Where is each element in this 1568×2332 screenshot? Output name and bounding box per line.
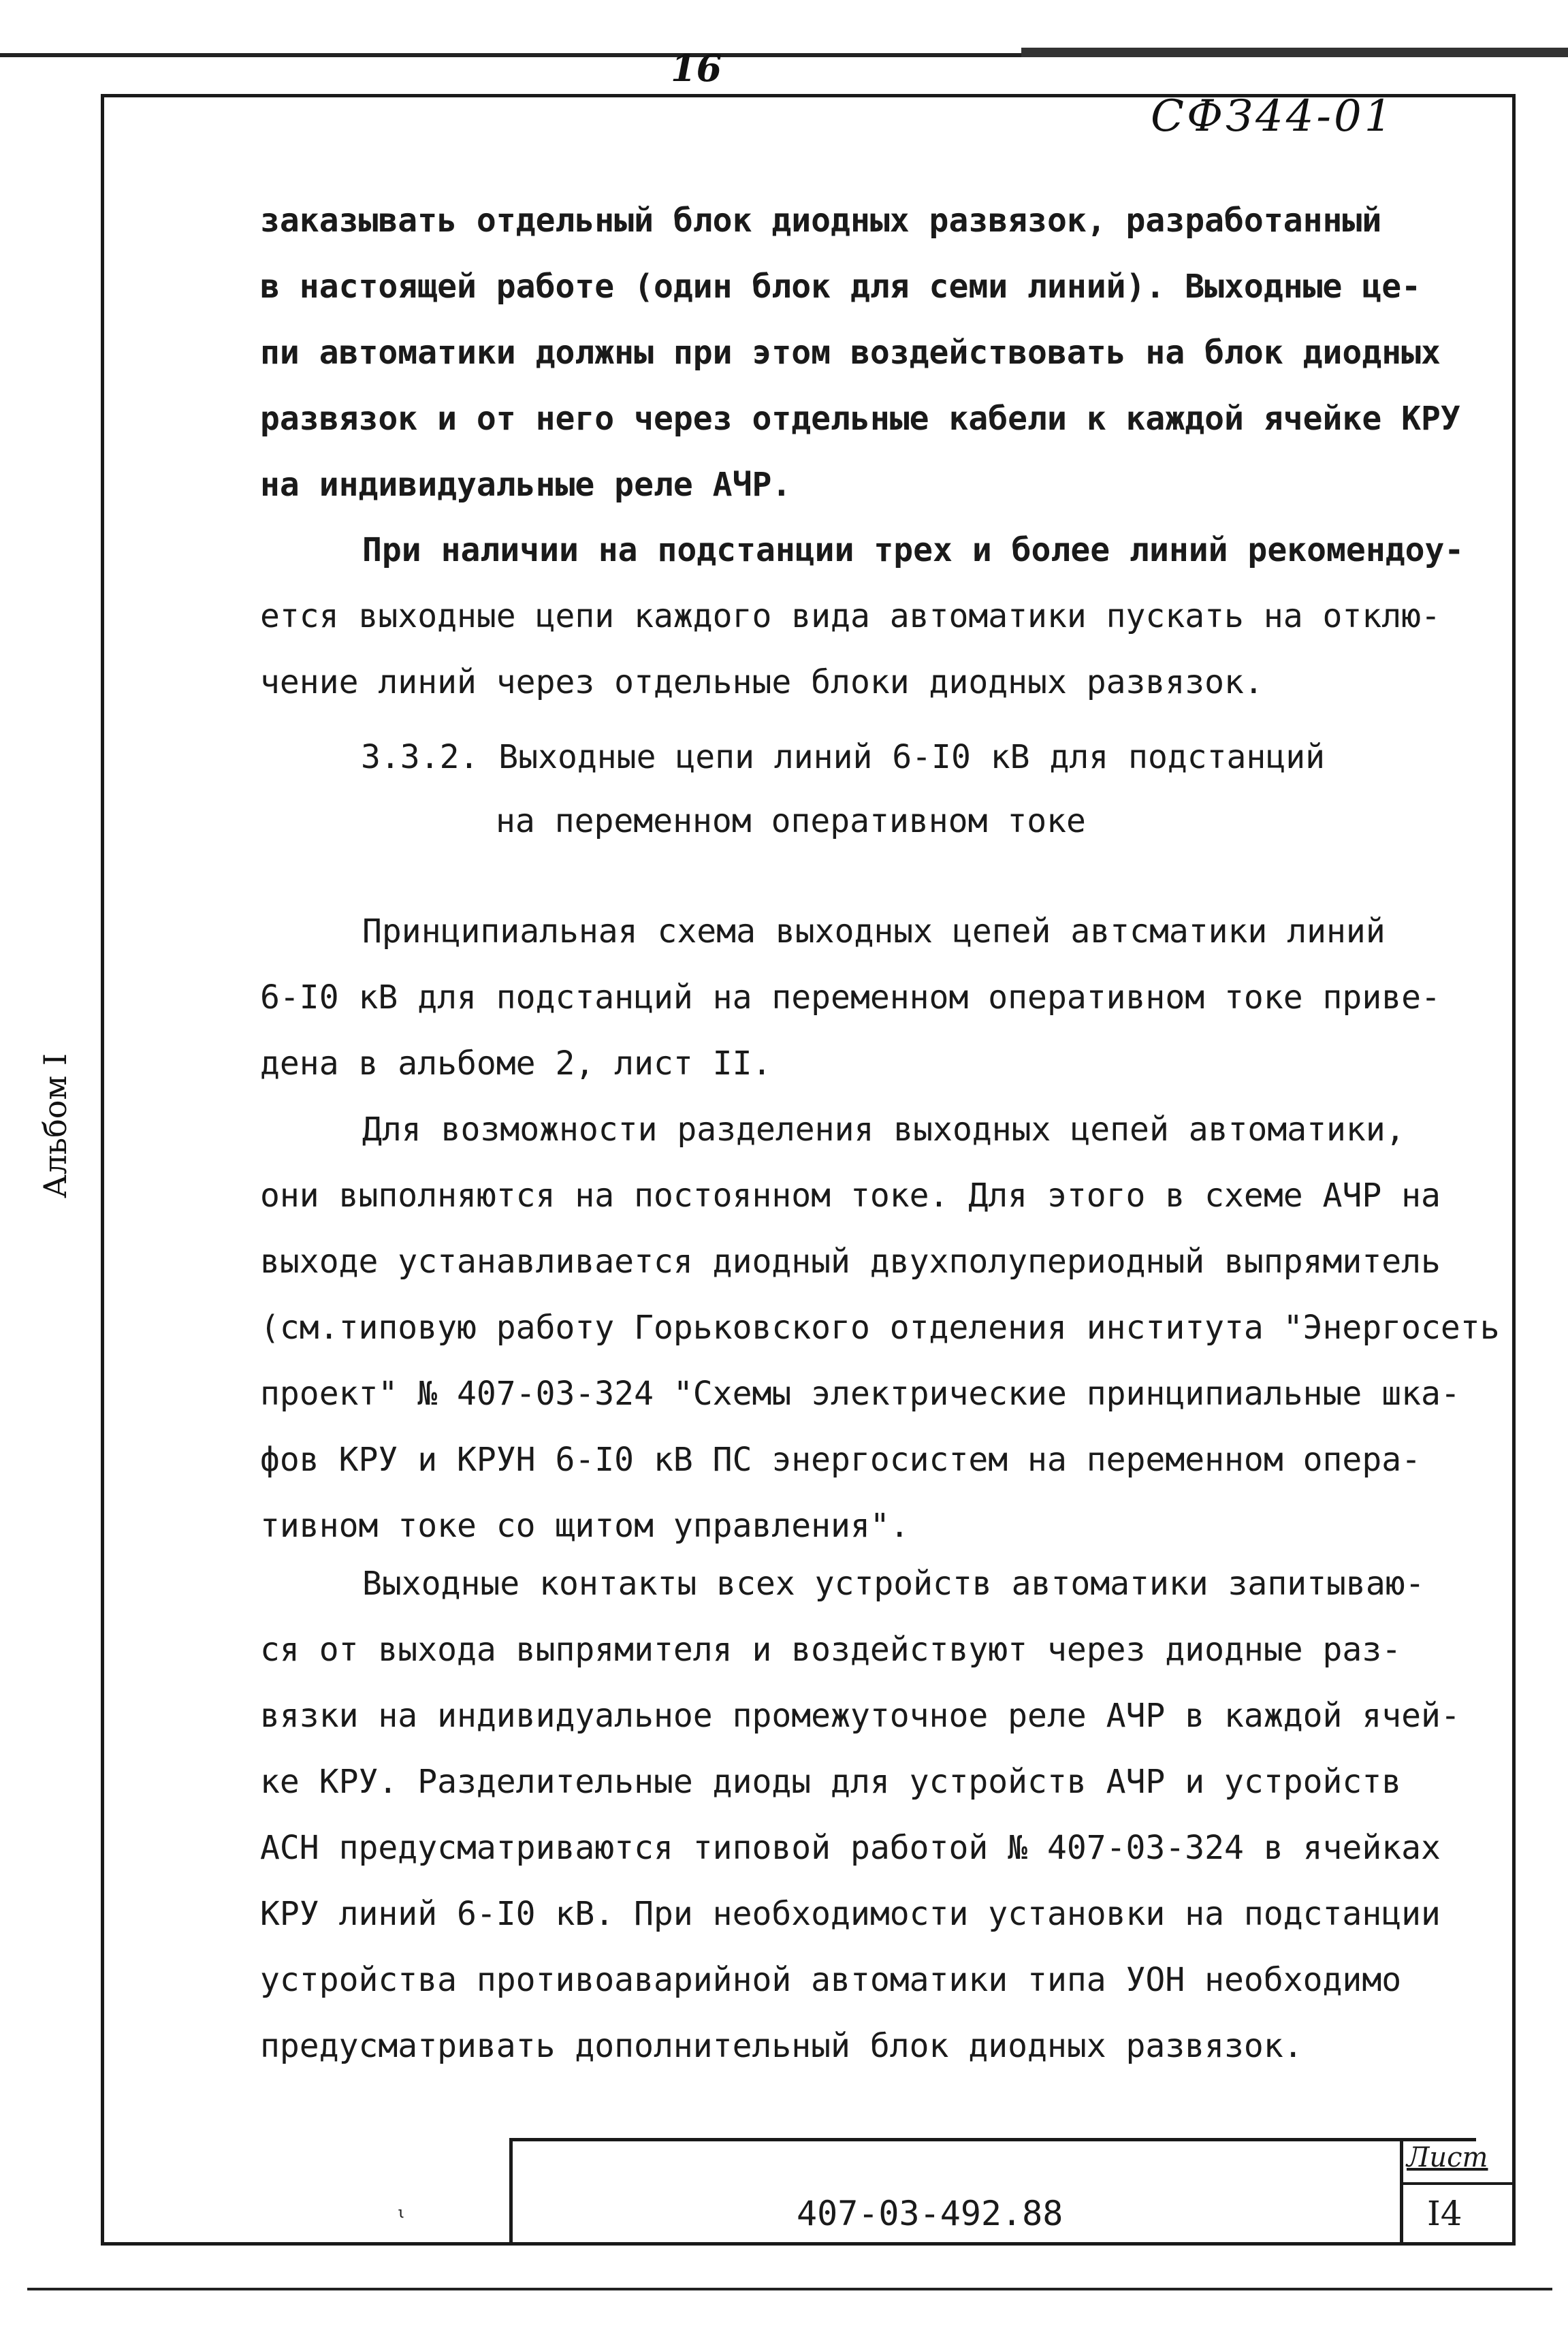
text-line: Принципиальная схема выходных цепей автсматики линий [362, 912, 1386, 951]
text-line: вязки на индивидуальное промежуточное реле АЧР в каждой ячей- [260, 1697, 1460, 1735]
text-line: проект" № 407-03-324 "Схемы электрические принципиальные шка- [260, 1375, 1460, 1413]
bottom-rule [27, 2288, 1552, 2290]
text-line: чение линий через отдельные блоки диодных развязок. [260, 663, 1264, 701]
page-number: 16 [671, 46, 722, 90]
text-line: они выполняются на постоянном токе. Для этого в схеме АЧР на [260, 1177, 1441, 1215]
text-line: развязок и от него через отдельные кабели к каждой ячейке КРУ [260, 400, 1460, 438]
text-line: выходе устанавливается диодный двухполупериодный выпрямитель [260, 1243, 1441, 1281]
text-line: на индивидуальные реле АЧР. [260, 466, 792, 504]
text-line: (см.типовую работу Горьковского отделения института "Энергосеть [260, 1309, 1500, 1347]
text-line: ется выходные цепи каждого вида автоматики пускать на отклю- [260, 597, 1441, 635]
text-line: 6-I0 кВ для подстанций на переменном оперативном токе приве- [260, 978, 1441, 1017]
text-line: заказывать отдельный блок диодных развязок, разработанный [260, 202, 1382, 240]
top-rule-thick [1021, 48, 1568, 57]
album-side-label: Альбом I [37, 1053, 74, 1198]
text-line: Выходные контакты всех устройств автоматики запитываю- [362, 1565, 1425, 1603]
text-line: дена в альбоме 2, лист II. [260, 1044, 772, 1083]
sheet-divider [1400, 2182, 1516, 2185]
stamp-mark: ι [396, 2205, 406, 2222]
text-line: тивном токе со щитом управления". [260, 1507, 910, 1545]
text-line: Для возможности разделения выходных цепей автоматики, [362, 1111, 1405, 1149]
text-line: ке КРУ. Разделительные диоды для устройств АЧР и устройств [260, 1763, 1402, 1801]
paragraph-3 [260, 899, 1472, 1097]
text-line: предусматривать дополнительный блок диодных развязок. [260, 2027, 1303, 2065]
text-line: устройства противоаварийной автоматики типа УОН необходимо [260, 1961, 1402, 1999]
text-line: пи автоматики должны при этом воздействовать на блок диодных [260, 334, 1441, 372]
text-line: фов КРУ и КРУН 6-I0 кВ ПС энергосистем на переменном опера- [260, 1441, 1422, 1479]
sheet-number: I4 [1427, 2194, 1462, 2233]
stamp-document-code: 407-03-492.88 [797, 2194, 1063, 2233]
text-line: КРУ линий 6-I0 кВ. При необходимости установки на подстанции [260, 1895, 1441, 1933]
paragraph-2 [260, 517, 1472, 716]
section-heading-line-2: на переменном оперативном токе [496, 802, 1086, 840]
paragraph-4 [260, 1097, 1500, 1559]
sheet-label: Лист [1407, 2142, 1488, 2173]
text-line: в настоящей работе (один блок для семи линий). Выходные це- [260, 268, 1422, 306]
text-line: АСН предусматриваются типовой работой № 407-03-324 в ячейках [260, 1829, 1441, 1867]
text-line: ся от выхода выпрямителя и воздействуют через диодные раз- [260, 1631, 1402, 1669]
section-heading-line-1: 3.3.2. Выходные цепи линий 6-I0 кВ для подстанций [361, 738, 1326, 776]
doc-code: СФЗ44-01 [1151, 91, 1395, 142]
paragraph-1 [260, 188, 1472, 518]
text-line: При наличии на подстанции трех и более линий рекомендоу- [362, 531, 1465, 569]
paragraph-5 [260, 1551, 1472, 2079]
